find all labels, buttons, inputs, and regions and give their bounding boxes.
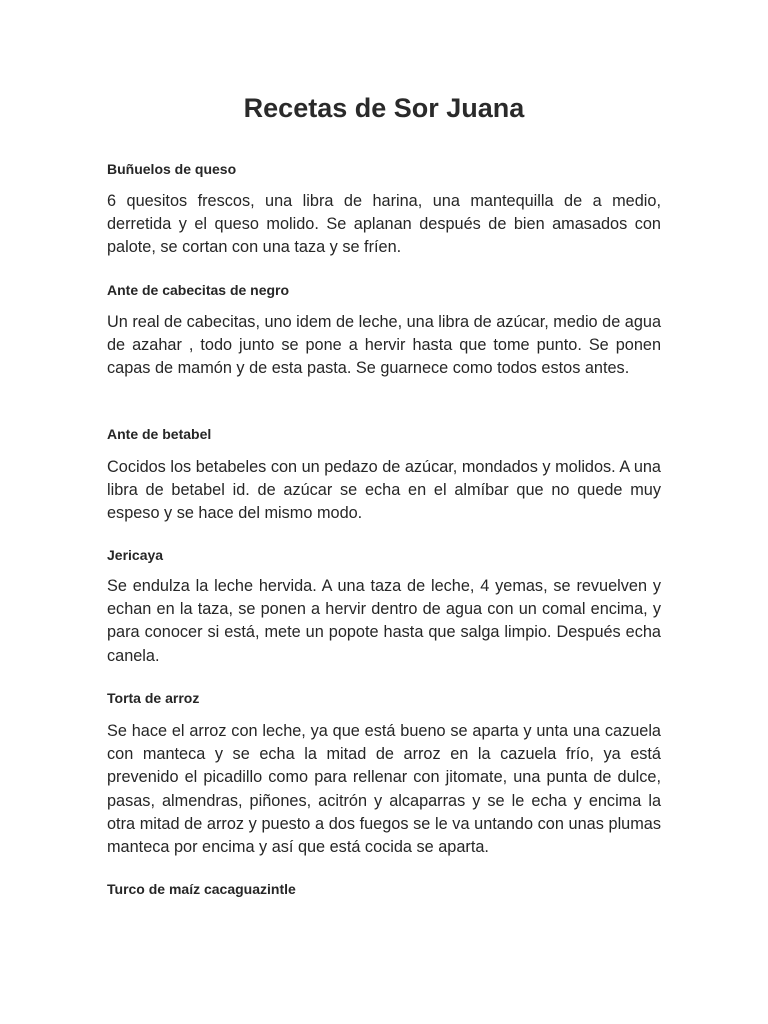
recipe-title-torta-de-arroz: Torta de arroz bbox=[107, 690, 200, 706]
recipe-title-ante-de-betabel: Ante de betabel bbox=[107, 426, 212, 442]
recipe-title-bunuelos-de-queso: Buñuelos de queso bbox=[107, 161, 237, 177]
recipe-title-turco-de-maiz-cacaguazintle: Turco de maíz cacaguazintle bbox=[107, 881, 296, 897]
recipe-body-ante-de-betabel: Cocidos los betabeles con un pedazo de azúcar, mondados y molidos. A una libra de betabel id. de azúcar se echa en el almíbar que no quede muy espeso y se hace del mismo modo. bbox=[107, 458, 661, 523]
document-title: Recetas de Sor Juana bbox=[243, 93, 525, 123]
recipe-title-jericaya: Jericaya bbox=[107, 547, 164, 563]
recipe-title-ante-de-cabecitas-de-negro: Ante de cabecitas de negro bbox=[107, 282, 290, 298]
recipe-body-torta-de-arroz: Se hace el arroz con leche, ya que está bueno se aparta y unta una cazuela con manteca y se echa la mitad de arroz en la cazuela frío, ya está prevenido el picadillo como para rellenar con jitomate, una punta de dulce, pasas, almendras, piñones, acitrón y alcaparras y se le echa y encima la otra mitad de arroz y puesto a dos fuegos se le va untando con unas plumas manteca por encima y así que está cocida se aparta. bbox=[107, 722, 661, 857]
recipe-body-ante-de-cabecitas-de-negro: Un real de cabecitas, uno idem de leche, una libra de azúcar, medio de agua de azahar , todo junto se pone a hervir hasta que tome punto. Se ponen capas de mamón y de esta pasta. Se guarnece como todos estos antes. bbox=[107, 313, 661, 378]
recipe-body-jericaya: Se endulza la leche hervida. A una taza de leche, 4 yemas, se revuelven y echan en la taza, se ponen a hervir dentro de agua con un comal encima, y para conocer si está, mete un popote hasta que salga limpio. Después echa canela. bbox=[107, 577, 661, 665]
recipe-body-bunuelos-de-queso: 6 quesitos frescos, una libra de harina, una mantequilla de a medio, derretida y el queso molido. Se aplanan después de bien amasados con palote, se cortan con una taza y se fríen. bbox=[107, 192, 661, 257]
